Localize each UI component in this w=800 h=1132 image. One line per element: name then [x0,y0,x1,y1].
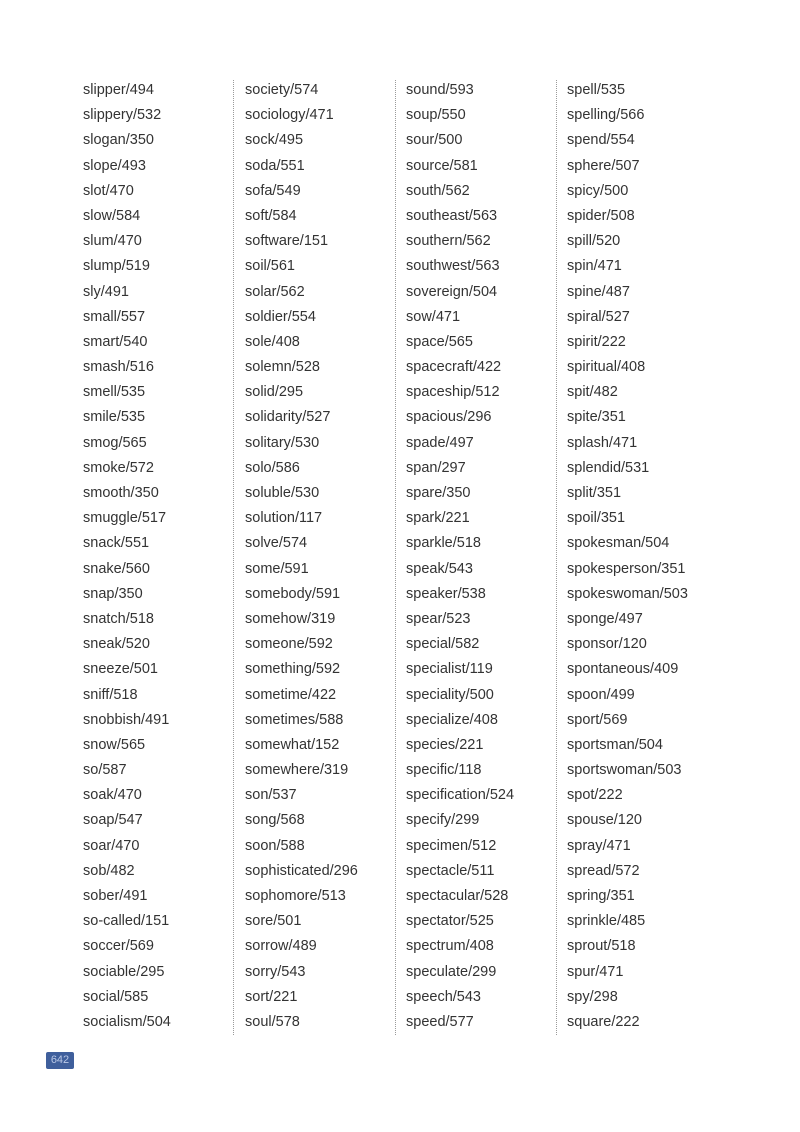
index-entry: soluble/530 [245,485,320,501]
index-entry: socialism/504 [83,1013,171,1030]
index-entry: speech/543 [406,988,481,1005]
index-entry: spider/508 [567,207,635,224]
index-entry: solidarity/527 [245,409,331,426]
index-entry: spy/298 [567,988,618,1005]
index-entry: so-called/151 [83,913,170,930]
index-entry: sober/491 [83,888,148,904]
index-column-1 [83,78,171,1035]
index-entry: slippery/532 [83,107,162,124]
index-entry: spade/497 [406,434,474,451]
index-entry: soccer/569 [83,938,154,955]
index-entry: spur/471 [567,963,624,980]
index-entry: software/151 [245,233,329,250]
index-entry: solution/117 [245,510,323,527]
index-entry: spelling/566 [567,107,645,124]
index-entry: spontaneous/409 [567,661,679,678]
index-entry: son/537 [245,787,297,804]
index-entry: sore/501 [245,913,302,930]
index-entry: spacious/296 [406,409,492,426]
index-entry: smooth/350 [83,485,159,501]
index-entry: spiral/527 [567,308,630,325]
index-entry: soar/470 [83,837,140,854]
index-entry: sociable/295 [83,963,165,980]
index-entry: smart/540 [83,333,148,350]
index-entry: sniff/518 [83,686,138,703]
index-entry: spear/523 [406,610,471,627]
index-entry: spite/351 [567,409,626,426]
index-entry: sociology/471 [245,107,334,124]
index-entry: smuggle/517 [83,510,167,527]
index-entry: some/591 [245,560,309,577]
index-entry: spoil/351 [567,510,626,527]
index-entry: smell/535 [83,384,146,401]
index-entry: snatch/518 [83,610,154,627]
index-entry: snack/551 [83,535,150,552]
index-entry: slipper/494 [83,82,154,98]
index-entry: spring/351 [567,888,635,904]
index-entry: speed/577 [406,1013,474,1030]
index-entry: spectacle/511 [406,862,495,879]
index-entry: soup/550 [406,107,466,124]
index-entry: soldier/554 [245,308,316,325]
index-entry: sort/221 [245,988,298,1005]
index-entry: somewhere/319 [245,762,349,779]
index-entry: soul/578 [245,1013,300,1030]
index-entry: speciality/500 [406,686,494,703]
index-entry: sophisticated/296 [245,862,358,879]
index-entry: square/222 [567,1013,640,1030]
index-entry: something/592 [245,661,341,678]
index-entry: spokesperson/351 [567,560,686,577]
index-entry: spokesman/504 [567,535,670,552]
index-entry: slot/470 [83,182,134,199]
index-entry: sprout/518 [567,938,636,955]
index-entry: splendid/531 [567,459,650,476]
index-entry: sock/495 [245,132,304,149]
index-entry: sly/491 [83,283,129,300]
index-entry: sportsman/504 [567,736,663,753]
index-entry: snobbish/491 [83,711,170,728]
index-entry: sovereign/504 [406,283,498,300]
index-entry: smile/535 [83,409,146,426]
index-column-4 [567,78,688,1035]
index-entry: species/221 [406,736,484,753]
index-column-3 [406,78,514,1035]
index-entry: sorry/543 [245,963,306,980]
index-entry: soda/551 [245,157,305,174]
index-entry: speaker/538 [406,585,486,602]
index-entry: sprinkle/485 [567,913,646,930]
index-entry: southern/562 [406,233,491,250]
index-entry: specific/118 [406,762,482,779]
index-entry: slow/584 [83,207,141,224]
index-entry: somehow/319 [245,610,336,627]
index-entry: spend/554 [567,132,635,149]
index-entry: southwest/563 [406,258,500,275]
index-entry: speculate/299 [406,963,497,980]
index-entry: span/297 [406,459,466,476]
index-entry: spot/222 [567,787,623,804]
index-entry: sponge/497 [567,610,643,627]
index-entry: source/581 [406,157,478,174]
index-entry: spread/572 [567,862,640,879]
index-entry: sometime/422 [245,686,337,703]
index-entry: splash/471 [567,434,638,451]
index-entry: slump/519 [83,258,150,275]
index-entry: snake/560 [83,560,150,577]
index-entry: snap/350 [83,585,143,602]
index-entry: somebody/591 [245,585,341,602]
index-entry: soap/547 [83,812,143,829]
index-entry: sorrow/489 [245,938,317,955]
index-entry: sour/500 [406,132,463,149]
page-number: 642 [46,1052,74,1069]
index-entry: solar/562 [245,283,305,300]
index-entry: solemn/528 [245,359,320,376]
index-entry: spirit/222 [567,333,626,350]
index-entry: sound/593 [406,82,474,98]
index-entry: soon/588 [245,837,305,854]
index-entry: spell/535 [567,82,626,98]
index-entry: solo/586 [245,459,300,476]
index-entry: spouse/120 [567,812,642,829]
index-entry: spokeswoman/503 [567,585,688,602]
index-entry: sneak/520 [83,636,150,653]
index-entry: speak/543 [406,560,473,577]
index-entry: sole/408 [245,333,300,350]
index-entry: specimen/512 [406,837,497,854]
index-entry: snow/565 [83,736,146,753]
index-entry: smoke/572 [83,459,154,476]
index-entry: slogan/350 [83,132,154,149]
index-entry: spin/471 [567,258,622,275]
column-separator [556,80,557,1035]
index-entry: sponsor/120 [567,636,647,653]
index-entry: specialize/408 [406,711,498,728]
index-entry: southeast/563 [406,207,498,224]
index-entry: south/562 [406,182,470,199]
index-entry: someone/592 [245,636,333,653]
index-entry: spare/350 [406,485,471,501]
index-entry: social/585 [83,988,149,1005]
index-entry: sob/482 [83,862,135,879]
column-separator [233,80,234,1035]
index-entry: spiritual/408 [567,359,646,376]
index-entry: sportswoman/503 [567,762,682,779]
index-entry: spine/487 [567,283,630,300]
index-entry: spaceship/512 [406,384,500,401]
index-entry: solve/574 [245,535,308,552]
index-entry: specification/524 [406,787,515,804]
index-entry: spectacular/528 [406,888,509,904]
index-entry: spacecraft/422 [406,359,502,376]
index-entry: split/351 [567,485,622,501]
index-column-2 [245,78,358,1035]
index-entry: slum/470 [83,233,142,250]
index-entry: specify/299 [406,812,480,829]
index-entry: spoon/499 [567,686,635,703]
index-entry: space/565 [406,333,473,350]
index-entry: so/587 [83,762,127,779]
index-entry: somewhat/152 [245,736,340,753]
column-separator [395,80,396,1035]
index-entry: spark/221 [406,510,470,527]
index-entry: sow/471 [406,308,461,325]
index-entry: sport/569 [567,711,628,728]
index-entry: spicy/500 [567,182,629,199]
index-entry: smog/565 [83,434,147,451]
index-entry: soak/470 [83,787,142,804]
index-entry: society/574 [245,82,319,98]
index-entry: spit/482 [567,384,618,401]
index-entry: soil/561 [245,258,295,275]
index-entry: sometimes/588 [245,711,344,728]
index-entry: sophomore/513 [245,888,346,904]
index-entry: smash/516 [83,359,154,376]
index-entry: sphere/507 [567,157,640,174]
index-entry: special/582 [406,636,480,653]
index-entry: solid/295 [245,384,304,401]
index-entry: slope/493 [83,157,146,174]
index-entry: sneeze/501 [83,661,158,678]
index-entry: soft/584 [245,207,297,224]
index-entry: solitary/530 [245,434,320,451]
index-entry: spill/520 [567,233,621,250]
index-entry: sofa/549 [245,182,301,199]
index-entry: spectator/525 [406,913,494,930]
index-entry: song/568 [245,812,305,829]
index-entry: spectrum/408 [406,938,494,955]
index-entry: specialist/119 [406,661,493,678]
index-entry: spray/471 [567,837,631,854]
index-entry: small/557 [83,308,146,325]
index-entry: sparkle/518 [406,535,481,552]
